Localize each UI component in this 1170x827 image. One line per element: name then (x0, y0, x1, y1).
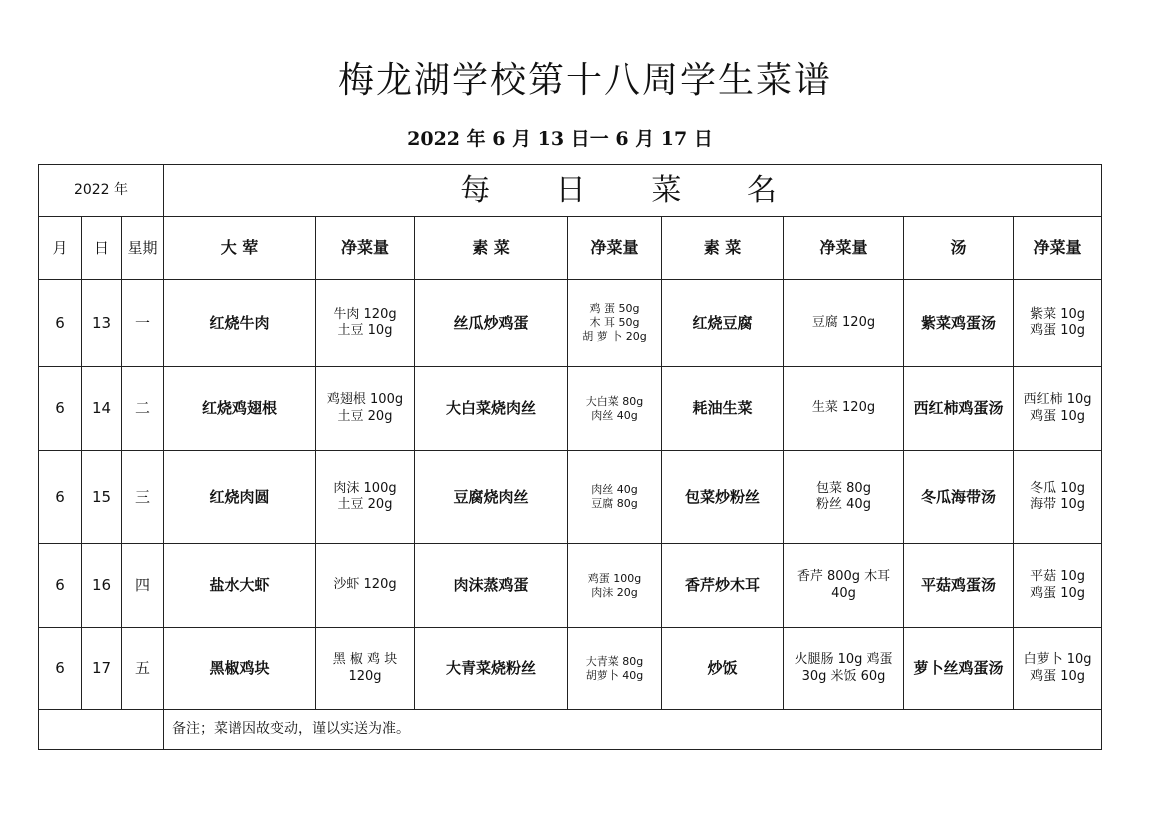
ingredient-cell (784, 367, 904, 451)
ingredient-line: 紫菜 10g (1030, 306, 1086, 322)
ingredient-line: 肉沫 20g (591, 585, 638, 599)
ingredient-line: 鸡蛋 10g (1030, 408, 1086, 424)
ingredient-line: 鸡蛋 10g (1030, 585, 1086, 601)
soup-name: 冬瓜海带汤 (904, 451, 1014, 544)
soup-name: 西红柿鸡蛋汤 (904, 367, 1014, 451)
veg-dish-name: 大白菜烧肉丝 (415, 367, 568, 451)
net-amount-header: 净菜量 (316, 217, 415, 280)
menu-note: 备注；菜谱因故变动，谨以实送为准。 (164, 710, 1102, 750)
ingredient-line: 胡萝卜 40g (585, 668, 644, 682)
ingredient-line: 白萝卜 10g (1023, 652, 1092, 668)
ingredient-line: 土豆 10g (337, 323, 393, 338)
ingredient-line: 牛肉 120g (333, 306, 397, 322)
ingredient-line: 大白菜 80g (585, 394, 644, 408)
ingredient-line: 火腿肠 10g 鸡蛋 (794, 652, 893, 668)
month-cell: 6 (39, 544, 82, 628)
soup-name: 紫菜鸡蛋汤 (904, 280, 1014, 367)
ingredient-line: 肉沫 100g (333, 480, 397, 496)
ingredient-line: 海带 10g (1030, 497, 1086, 512)
ingredient-line: 冬瓜 10g (1030, 480, 1086, 496)
ingredient-line: 肉丝 40g (591, 483, 638, 497)
day-cell: 13 (82, 280, 122, 367)
ingredient-line: 包菜 80g (816, 480, 871, 496)
ingredient-cell (568, 628, 662, 710)
ingredient-line: 沙虾 120g (333, 577, 397, 593)
ingredient-line: 平菇 10g (1030, 569, 1086, 585)
veg-dish-name: 包菜炒粉丝 (662, 451, 784, 544)
ingredient-line: 30g 米饭 60g (801, 668, 886, 684)
veg-dish-header: 素 菜 (662, 217, 784, 280)
day-cell: 16 (82, 544, 122, 628)
ingredient-line: 鸡蛋 10g (1030, 323, 1086, 338)
ingredient-line: 120g (348, 668, 382, 684)
month-cell: 6 (39, 367, 82, 451)
ingredient-line: 土豆 20g (337, 408, 393, 424)
menu-table (38, 164, 1102, 750)
daily-menu-header: 每 日 菜 名 (164, 165, 1102, 217)
ingredient-cell (568, 367, 662, 451)
day-cell: 15 (82, 451, 122, 544)
veg-dish-name: 炒饭 (662, 628, 784, 710)
ingredient-line: 鸡蛋 100g (587, 571, 642, 585)
main-dish-name: 黑椒鸡块 (164, 628, 316, 710)
ingredient-cell (316, 451, 415, 544)
ingredient-cell (784, 544, 904, 628)
net-amount-header: 净菜量 (784, 217, 904, 280)
veg-dish-name: 红烧豆腐 (662, 280, 784, 367)
veg-dish-name: 丝瓜炒鸡蛋 (415, 280, 568, 367)
year-header: 2022 年 (39, 165, 164, 217)
net-amount-header: 净菜量 (1014, 217, 1102, 280)
weekday-cell: 五 (122, 628, 164, 710)
soup-name: 萝卜丝鸡蛋汤 (904, 628, 1014, 710)
weekday-cell: 二 (122, 367, 164, 451)
ingredient-cell (568, 451, 662, 544)
ingredient-cell (316, 367, 415, 451)
main-dish-name: 红烧肉圆 (164, 451, 316, 544)
ingredient-line: 胡 萝 卜 20g (582, 329, 647, 343)
header-row-top (39, 165, 1102, 217)
veg-dish-name: 豆腐烧肉丝 (415, 451, 568, 544)
table-row (39, 280, 1102, 367)
soup-header: 汤 (904, 217, 1014, 280)
weekday-header: 星期 (122, 217, 164, 280)
table-row (39, 628, 1102, 710)
soup-name: 平菇鸡蛋汤 (904, 544, 1014, 628)
ingredient-cell (1014, 280, 1102, 367)
veg-dish-header: 素 菜 (415, 217, 568, 280)
ingredient-cell (316, 628, 415, 710)
ingredient-cell (784, 451, 904, 544)
ingredient-cell (316, 280, 415, 367)
main-dish-name: 红烧牛肉 (164, 280, 316, 367)
weekday-cell: 四 (122, 544, 164, 628)
ingredient-cell (1014, 544, 1102, 628)
table-row (39, 367, 1102, 451)
day-header: 日 (82, 217, 122, 280)
main-dish-name: 盐水大虾 (164, 544, 316, 628)
ingredient-line: 西红柿 10g (1023, 392, 1092, 408)
ingredient-line: 肉丝 40g (591, 408, 638, 422)
ingredient-line: 生菜 120g (811, 400, 876, 416)
header-row-columns (39, 217, 1102, 280)
month-cell: 6 (39, 628, 82, 710)
ingredient-cell (316, 544, 415, 628)
table-row (39, 544, 1102, 628)
ingredient-cell (784, 628, 904, 710)
ingredient-cell (1014, 451, 1102, 544)
ingredient-line: 香芹 800g 木耳 (796, 569, 891, 585)
ingredient-line: 鸡 蛋 50g (589, 302, 640, 316)
ingredient-line: 大青菜 80g (585, 654, 644, 668)
ingredient-line: 40g (831, 585, 856, 601)
day-cell: 17 (82, 628, 122, 710)
ingredient-cell (784, 280, 904, 367)
ingredient-cell (568, 280, 662, 367)
ingredient-line: 土豆 20g (337, 497, 393, 512)
note-spacer (39, 710, 164, 750)
ingredient-line: 豆腐 120g (811, 314, 876, 330)
weekday-cell: 一 (122, 280, 164, 367)
page-title: 梅龙湖学校第十八周学生菜谱 (337, 60, 832, 101)
note-row (39, 710, 1102, 750)
net-amount-header: 净菜量 (568, 217, 662, 280)
month-header: 月 (39, 217, 82, 280)
ingredient-line: 鸡蛋 10g (1030, 668, 1086, 684)
veg-dish-name: 香芹炒木耳 (662, 544, 784, 628)
month-cell: 6 (39, 280, 82, 367)
day-cell: 14 (82, 367, 122, 451)
table-row (39, 451, 1102, 544)
ingredient-line: 木 耳 50g (589, 316, 640, 330)
ingredient-line: 豆腐 80g (591, 497, 638, 510)
ingredient-line: 黑 椒 鸡 块 (332, 652, 398, 668)
ingredient-cell (1014, 367, 1102, 451)
veg-dish-name: 耗油生菜 (662, 367, 784, 451)
ingredient-cell (568, 544, 662, 628)
ingredient-line: 粉丝 40g (816, 497, 871, 512)
main-dish-name: 红烧鸡翅根 (164, 367, 316, 451)
main-dish-header: 大 荤 (164, 217, 316, 280)
date-range: 2022 年 6 月 13 日一 6 月 17 日 (407, 128, 713, 150)
ingredient-cell (1014, 628, 1102, 710)
weekday-cell: 三 (122, 451, 164, 544)
month-cell: 6 (39, 451, 82, 544)
veg-dish-name: 肉沫蒸鸡蛋 (415, 544, 568, 628)
veg-dish-name: 大青菜烧粉丝 (415, 628, 568, 710)
ingredient-line: 鸡翅根 100g (326, 392, 404, 408)
